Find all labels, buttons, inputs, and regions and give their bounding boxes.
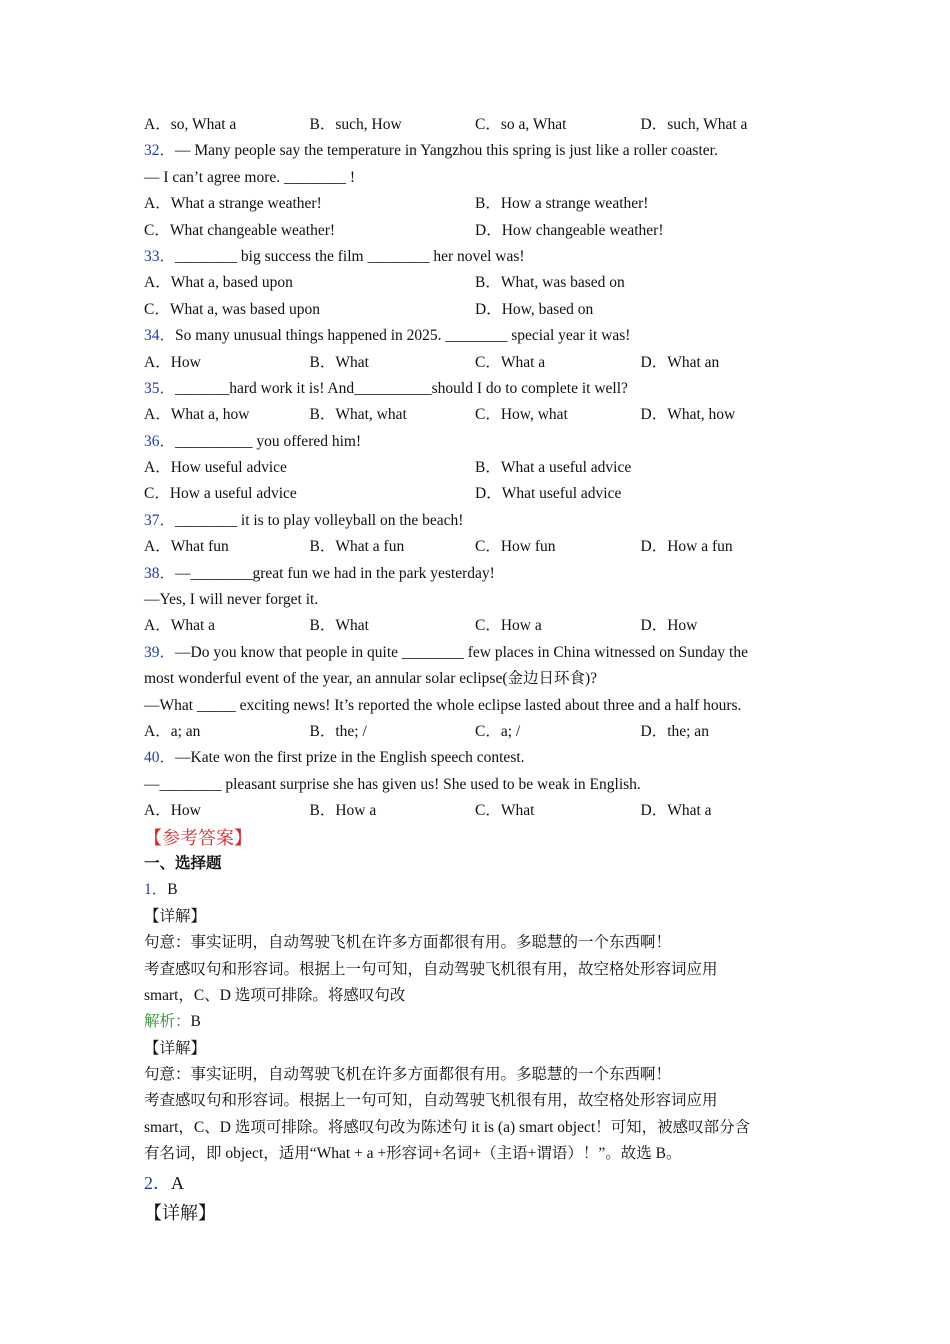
answer-2 (144, 1168, 814, 1198)
q36-option-b[interactable]: B．What a useful advice (475, 459, 632, 477)
q39-option-a[interactable]: A．a; an (144, 722, 201, 740)
q38-option-a[interactable]: A．What a (144, 617, 216, 635)
explanation-line-6: smart，C、D 选项可排除。将感叹句改为陈述句 it is (a) smart object！可知，被感叹部分含 (144, 1118, 751, 1136)
q32-option-a[interactable]: A．What a strange weather! (144, 195, 322, 213)
q38-option-d[interactable]: D．How (640, 617, 698, 635)
q39-option-c[interactable]: C．a; / (475, 722, 521, 740)
q34-stem (144, 323, 814, 349)
q36-option-a[interactable]: A．How useful advice (144, 459, 287, 477)
q35-option-c[interactable]: C．How, what (475, 406, 568, 424)
analysis (144, 1009, 814, 1035)
analysis-label: 解析： (144, 1013, 191, 1031)
q40-options (144, 798, 814, 824)
answers-heading: 【参考答案】 (144, 827, 252, 848)
q40-option-b[interactable]: B．How a (309, 802, 377, 820)
q32-options-row1 (144, 191, 814, 217)
q33-text: ________ big success the film ________ her novel was! (175, 247, 525, 265)
q34-text: So many unusual things happened in 2025. ________ special year it was! (175, 327, 631, 345)
answer-2-number: 2． (144, 1172, 171, 1193)
q37-number: 37． (144, 511, 176, 529)
q37-option-d[interactable]: D．How a fun (640, 538, 733, 556)
q36-options-row1 (144, 455, 814, 481)
explanation-line-1: 句意：事实证明，自动驾驶飞机在许多方面都很有用。多聪慧的一个东西啊！ (144, 934, 672, 952)
q33-number: 33． (144, 247, 176, 265)
q35-number: 35． (144, 379, 176, 397)
q31-option-c[interactable]: C．so a, What (475, 116, 567, 133)
q34-option-a[interactable]: A．How (144, 353, 201, 371)
q38-number: 38． (144, 564, 176, 582)
q40-option-d[interactable]: D．What a (640, 802, 712, 820)
q34-number: 34． (144, 327, 176, 345)
q36-text: __________ you offered him! (175, 432, 362, 450)
detail-label-3: 【详解】 (144, 1202, 216, 1223)
q34-options (144, 350, 814, 376)
q34-option-b[interactable]: B．What (309, 353, 369, 371)
q37-stem (144, 508, 814, 534)
q36-number: 36． (144, 432, 176, 450)
detail-label-2: 【详解】 (144, 1039, 207, 1057)
q32-text: — Many people say the temperature in Yangzhou this spring is just like a roller coaster. (175, 142, 718, 160)
q37-option-c[interactable]: C．How fun (475, 538, 556, 556)
q40-number: 40． (144, 749, 176, 767)
q38-option-c[interactable]: C．How a (475, 617, 542, 635)
q39-number: 39． (144, 643, 176, 661)
q33-options-row1 (144, 270, 814, 296)
q36-options-row2 (144, 481, 814, 507)
q32-options-row2 (144, 218, 814, 244)
analysis-value: B (190, 1013, 201, 1031)
q39-stem-2: —What _____ exciting news! It’s reported the whole eclipse lasted about three and a half hours. (144, 696, 742, 714)
q33-option-a[interactable]: A．What a, based upon (144, 274, 293, 292)
q37-option-a[interactable]: A．What fun (144, 538, 229, 556)
explanation-line-3: smart，C、D 选项可排除。将感叹句改 (144, 986, 406, 1004)
q34-option-d[interactable]: D．What an (640, 353, 720, 371)
answer-1-value: B (167, 881, 178, 899)
q40-option-c[interactable]: C．What (475, 802, 535, 820)
q32-stem (144, 138, 814, 164)
q35-stem (144, 376, 814, 402)
q31-option-a[interactable]: A．so, What a (144, 116, 237, 133)
q38-option-b[interactable]: B．What (309, 617, 369, 635)
q35-options (144, 402, 814, 428)
q39-options (144, 719, 814, 745)
detail-label-1: 【详解】 (144, 907, 207, 925)
answers-section-title: 一、选择题 (144, 854, 222, 872)
q39-stem (144, 640, 814, 666)
q40-text: —Kate won the first prize in the English speech contest. (175, 749, 525, 767)
q33-option-b[interactable]: B．What, was based on (475, 274, 625, 292)
q33-options-row2 (144, 297, 814, 323)
q38-text: —________great fun we had in the park yesterday! (175, 564, 495, 582)
q39-option-b[interactable]: B．the; / (309, 722, 367, 740)
q32-option-d[interactable]: D．How changeable weather! (475, 221, 664, 239)
answer-1 (144, 877, 814, 903)
q36-option-c[interactable]: C．How a useful advice (144, 485, 297, 503)
q33-option-c[interactable]: C．What a, was based upon (144, 300, 321, 318)
q39-stem-cont: most wonderful event of the year, an annular solar eclipse(金边日环食)? (144, 670, 598, 688)
q35-option-a[interactable]: A．What a, how (144, 406, 250, 424)
q37-text: ________ it is to play volleyball on the beach! (175, 511, 464, 529)
answer-2-value: A (171, 1172, 184, 1193)
q38-stem (144, 561, 814, 587)
q36-option-d[interactable]: D．What useful advice (475, 485, 622, 503)
q32-stem-2: — I can’t agree more. ________ ! (144, 168, 356, 186)
q40-stem-2: —________ pleasant surprise she has given us! She used to be weak in English. (144, 775, 641, 793)
q34-option-c[interactable]: C．What a (475, 353, 546, 371)
q31-option-d[interactable]: D．such, What a (640, 116, 748, 133)
q39-text: —Do you know that people in quite ________ few places in China witnessed on Sunday the (175, 643, 748, 661)
q35-option-b[interactable]: B．What, what (309, 406, 407, 424)
q31-option-b[interactable]: B．such, How (309, 116, 402, 133)
q32-option-c[interactable]: C．What changeable weather! (144, 221, 336, 239)
q39-option-d[interactable]: D．the; an (640, 722, 709, 740)
q31-options (144, 112, 814, 138)
q35-text: _______hard work it is! And__________should I do to complete it well? (175, 379, 628, 397)
q33-stem (144, 244, 814, 270)
q35-option-d[interactable]: D．What, how (640, 406, 736, 424)
explanation-line-7: 有名词，即 object，适用“What + a +形容词+名词+（主语+谓语）！”。故选 B。 (144, 1145, 682, 1163)
q32-number: 32． (144, 142, 176, 160)
explanation-line-4: 句意：事实证明，自动驾驶飞机在许多方面都很有用。多聪慧的一个东西啊！ (144, 1066, 672, 1084)
q32-option-b[interactable]: B．How a strange weather! (475, 195, 649, 213)
q33-option-d[interactable]: D．How, based on (475, 300, 594, 318)
q37-option-b[interactable]: B．What a fun (309, 538, 405, 556)
q37-options (144, 534, 814, 560)
explanation-line-5: 考查感叹句和形容词。根据上一句可知，自动驾驶飞机很有用，故空格处形容词应用 (144, 1092, 718, 1110)
q40-option-a[interactable]: A．How (144, 802, 201, 820)
q36-stem (144, 429, 814, 455)
explanation-line-2: 考查感叹句和形容词。根据上一句可知，自动驾驶飞机很有用，故空格处形容词应用 (144, 960, 718, 978)
q38-stem-2: —Yes, I will never forget it. (144, 591, 319, 609)
document-page (144, 112, 814, 1228)
answer-1-number: 1． (144, 881, 168, 899)
q40-stem (144, 745, 814, 771)
q38-options (144, 613, 814, 639)
